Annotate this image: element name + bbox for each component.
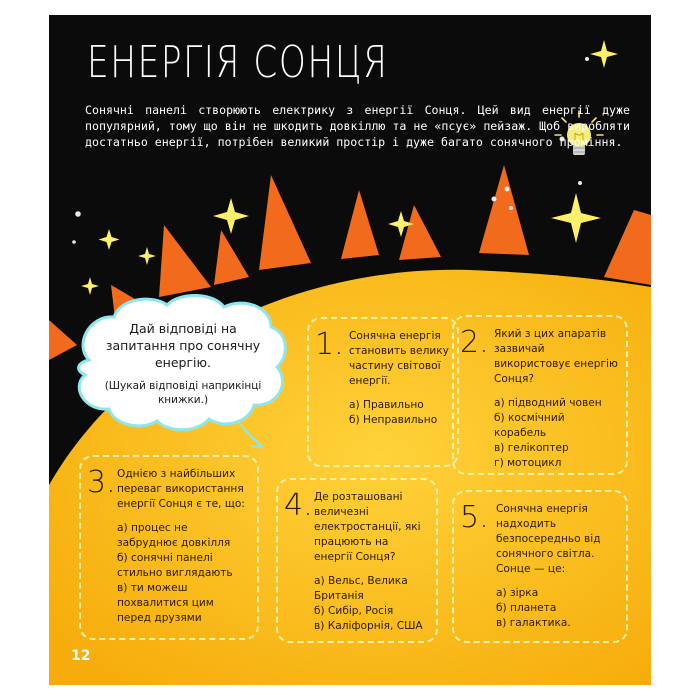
answer-option: г) мотоцикл bbox=[494, 457, 562, 469]
question-number: 4. bbox=[284, 488, 313, 523]
question-box-3 bbox=[79, 455, 259, 640]
question-box-2 bbox=[452, 315, 628, 475]
page-title: ЕНЕРГІЯ СОНЦЯ bbox=[87, 37, 389, 88]
book-page bbox=[49, 15, 651, 685]
answer-option: а) Вельс, Велика Британія bbox=[314, 575, 408, 602]
page-number: 12 bbox=[71, 648, 91, 664]
bubble-hint: (Шукай відповіді наприкінці книжки.) bbox=[104, 380, 262, 406]
answer-option: б) планета bbox=[496, 602, 557, 614]
question-text: Сонячна енергія надходить безпосередньо від сонячного світла. Сонце — це: bbox=[496, 503, 601, 575]
intro-paragraph: Сонячні панелі створюють електрику з енергії Сонця. Цей вид енергії дуже популярний, тому що він не шкодить довкіллю та не «псує» пейзаж. Щоб виробляти достатньо енергії, потрібен великий простір і дуже багато сонячного проміння. bbox=[85, 103, 630, 149]
question-number: 1. bbox=[315, 327, 344, 362]
question-text: Де розташовані величезні електростанції, які працюють на енергії Сонця? bbox=[314, 491, 421, 563]
question-box-1 bbox=[307, 317, 459, 467]
answer-option: в) ти можеш похвалитися цим перед друзями bbox=[117, 582, 214, 624]
question-number: 5. bbox=[460, 500, 489, 535]
answer-option: б) Сибір, Росія bbox=[314, 605, 394, 617]
question-text: Який з цих апаратів зазвичай використовує енергію Сонця? bbox=[494, 328, 618, 385]
answer-option: а) Правильно bbox=[349, 399, 424, 411]
answer-option: а) підводний човен bbox=[494, 397, 602, 409]
question-box-4 bbox=[276, 478, 438, 643]
bubble-question: Дай відповіді на запитання про сонячну енергію. bbox=[105, 321, 261, 370]
answer-option: в) гелікоптер bbox=[494, 442, 569, 454]
question-number: 3. bbox=[87, 465, 116, 500]
question-number: 2. bbox=[460, 325, 489, 360]
answer-option: б) Неправильно bbox=[349, 414, 438, 426]
answer-option: в) галактика. bbox=[496, 617, 571, 629]
answer-option: в) Каліфорнія, США bbox=[314, 620, 423, 632]
question-text: Однією з найбільших переваг використання енергії Сонця є те, що: bbox=[117, 468, 245, 510]
bubble-text bbox=[93, 320, 273, 407]
answer-option: а) зірка bbox=[496, 587, 539, 599]
question-text: Сонячна енергія становить велику частину світової енергії. bbox=[349, 330, 449, 387]
answer-option: б) сонячні панелі стильно виглядають bbox=[117, 552, 233, 579]
answer-option: б) космічний корабель bbox=[494, 412, 565, 439]
answer-option: а) процес не забруднює довкілля bbox=[117, 522, 231, 549]
question-box-5 bbox=[452, 490, 628, 643]
